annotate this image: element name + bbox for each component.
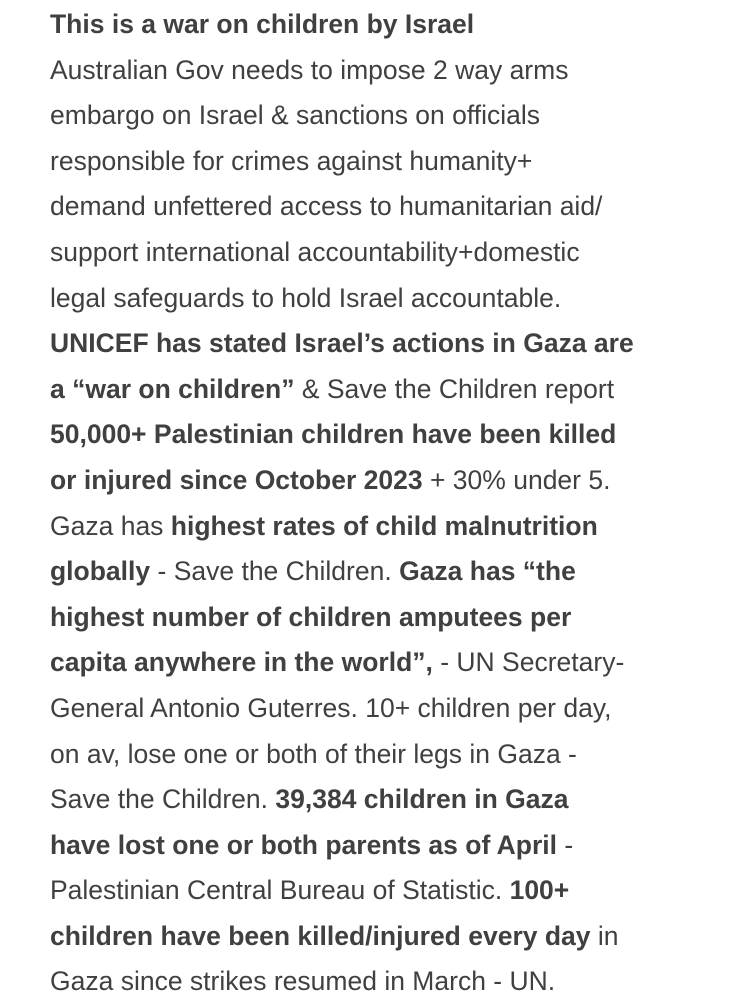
text-line [50, 48, 717, 94]
text-run: Save the Children. [50, 784, 276, 815]
text-run: legal safeguards to hold Israel accountable. [50, 282, 562, 313]
text-line [50, 640, 717, 686]
text-run: or injured since October 2023 [50, 464, 423, 495]
text-run: - Save the Children. [150, 556, 400, 587]
text-line [50, 868, 717, 914]
text-run: children have been killed/injured every day [50, 920, 591, 951]
text-run: capita anywhere in the world”, [50, 647, 433, 678]
text-run: support international accountability+domestic [50, 236, 580, 267]
text-line [50, 321, 717, 367]
text-run: General Antonio Guterres. 10+ children per day, [50, 692, 612, 723]
text-line [50, 367, 717, 413]
text-line [50, 230, 717, 276]
text-run: Australian Gov needs to impose 2 way arms [50, 54, 569, 85]
text-run: & Save the Children report [294, 373, 615, 404]
text-run: have lost one or both parents as of April [50, 829, 558, 860]
text-line [50, 93, 717, 139]
text-run: UNICEF has stated Israel’s actions in Gaza are [50, 328, 634, 359]
text-line [50, 686, 717, 732]
text-run: highest number of children amputees per [50, 601, 572, 632]
text-line [50, 504, 717, 550]
text-run: embargo on Israel & sanctions on officials [50, 100, 541, 131]
text-line [50, 914, 717, 960]
text-run: 50,000+ Palestinian children have been killed [50, 419, 617, 450]
text-run: - UN Secretary- [432, 647, 625, 678]
text-line [50, 823, 717, 869]
text-line [50, 458, 717, 504]
text-line [50, 139, 717, 185]
text-run: This is a war on children by Israel [50, 9, 475, 39]
text-run: in [590, 920, 619, 951]
text-run: Gaza has “the [399, 556, 576, 587]
text-line [50, 732, 717, 778]
text-line [50, 412, 717, 458]
text-line [50, 276, 717, 322]
text-run: responsible for crimes against humanity+ [50, 145, 533, 176]
text-run: 100+ [509, 875, 570, 906]
text-run: globally [50, 556, 151, 587]
text-run: 39,384 children in Gaza [275, 784, 569, 815]
text-run: Palestinian Central Bureau of Statistic. [50, 875, 510, 906]
text-line [50, 959, 717, 1005]
text-line [50, 549, 717, 595]
text-line [50, 595, 717, 641]
text-line [50, 184, 717, 230]
text-run: Gaza since strikes resumed in March - UN. [50, 966, 556, 997]
text-run: a “war on children” [50, 373, 295, 404]
text-run: demand unfettered access to humanitarian aid/ [50, 191, 603, 222]
text-line [50, 2, 717, 48]
text-run: Gaza has [50, 510, 171, 541]
text-run: + 30% under 5. [422, 464, 611, 495]
document-body [50, 2, 717, 1005]
text-run: on av, lose one or both of their legs in Gaza - [50, 738, 577, 769]
text-run: - [557, 829, 574, 860]
text-line [50, 777, 717, 823]
text-run: highest rates of child malnutrition [170, 510, 598, 541]
